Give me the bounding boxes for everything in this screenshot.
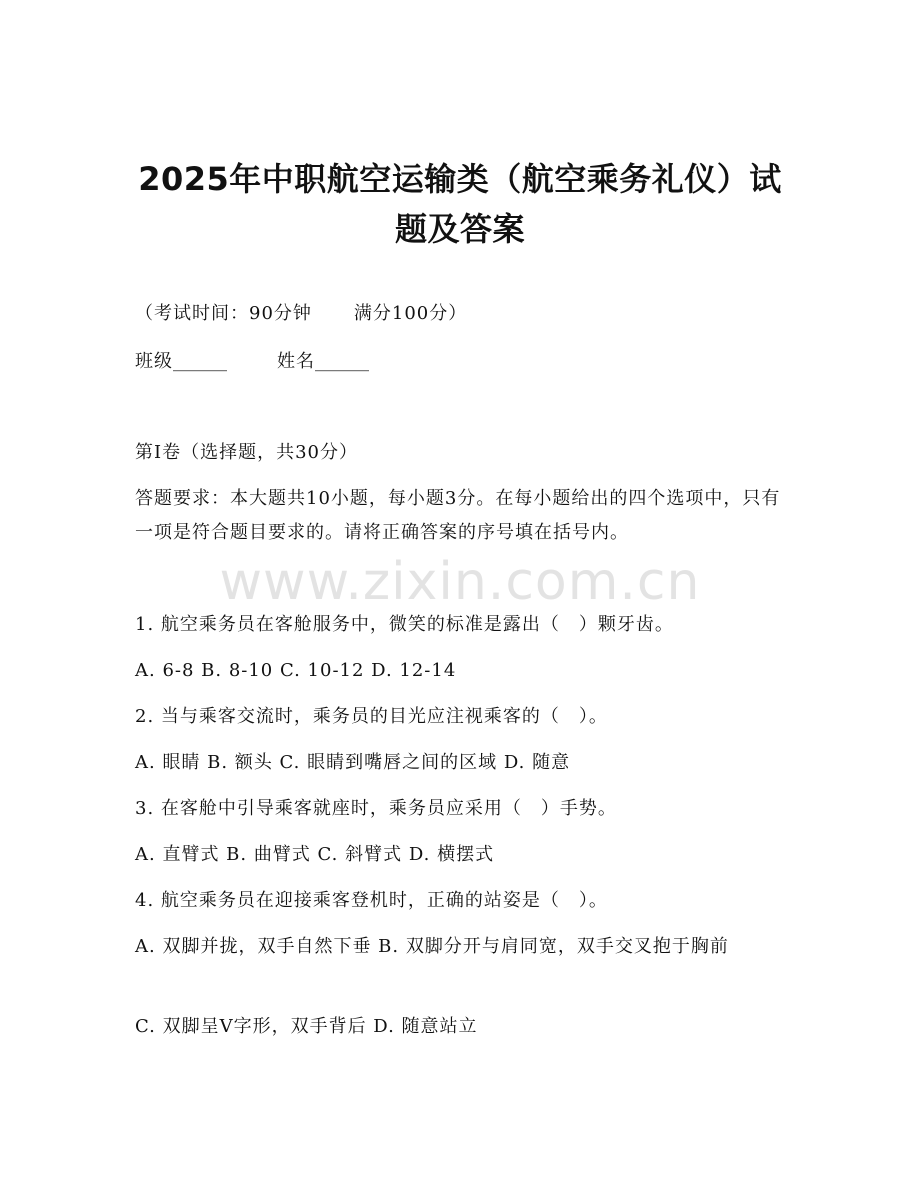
name-label: 姓名 bbox=[277, 351, 315, 372]
student-info bbox=[135, 350, 795, 374]
class-blank: ______ bbox=[173, 351, 227, 372]
exam-info bbox=[135, 302, 795, 326]
question-4-stem: 4. 航空乘务员在迎接乘客登机时，正确的站姿是（ ）。 bbox=[135, 890, 608, 911]
instructions: 答题要求：本大题共10小题，每小题3分。在每小题给出的四个选项中，只有一项是符合题目要求的。请将正确答案的序号填在括号内。 bbox=[135, 488, 781, 543]
question-2-stem: 2. 当与乘客交流时，乘务员的目光应注视乘客的（ ）。 bbox=[135, 706, 608, 727]
question-3-options: A. 直臂式 B. 曲臂式 C. 斜臂式 D. 横摆式 bbox=[135, 844, 495, 865]
document-title-line-1: 2025年中职航空运输类（航空乘务礼仪）试 bbox=[138, 160, 782, 198]
name-blank: ______ bbox=[315, 351, 369, 372]
question-4-options-ab: A. 双脚并拢，双手自然下垂 B. 双脚分开与肩同宽，双手交叉抱于胸前 bbox=[135, 936, 729, 957]
question-2-options: A. 眼睛 B. 额头 C. 眼睛到嘴唇之间的区域 D. 随意 bbox=[135, 752, 571, 773]
question-4-options-cd: C. 双脚呈V字形，双手背后 D. 随意站立 bbox=[135, 1016, 478, 1037]
document-title-line-2: 题及答案 bbox=[394, 210, 525, 248]
class-label: 班级 bbox=[135, 351, 173, 372]
watermark: www.zixin.com.cn bbox=[219, 552, 701, 612]
question-1-options: A. 6-8 B. 8-10 C. 10-12 D. 12-14 bbox=[135, 660, 457, 681]
exam-score: 满分100分） bbox=[353, 303, 468, 324]
section-title: 第Ⅰ卷（选择题，共30分） bbox=[135, 442, 359, 463]
exam-time: （考试时间：90分钟 bbox=[135, 303, 312, 324]
question-3-stem: 3. 在客舱中引导乘客就座时，乘务员应采用（ ）手势。 bbox=[135, 798, 617, 819]
question-1-stem: 1. 航空乘务员在客舱服务中，微笑的标准是露出（ ）颗牙齿。 bbox=[135, 614, 674, 635]
